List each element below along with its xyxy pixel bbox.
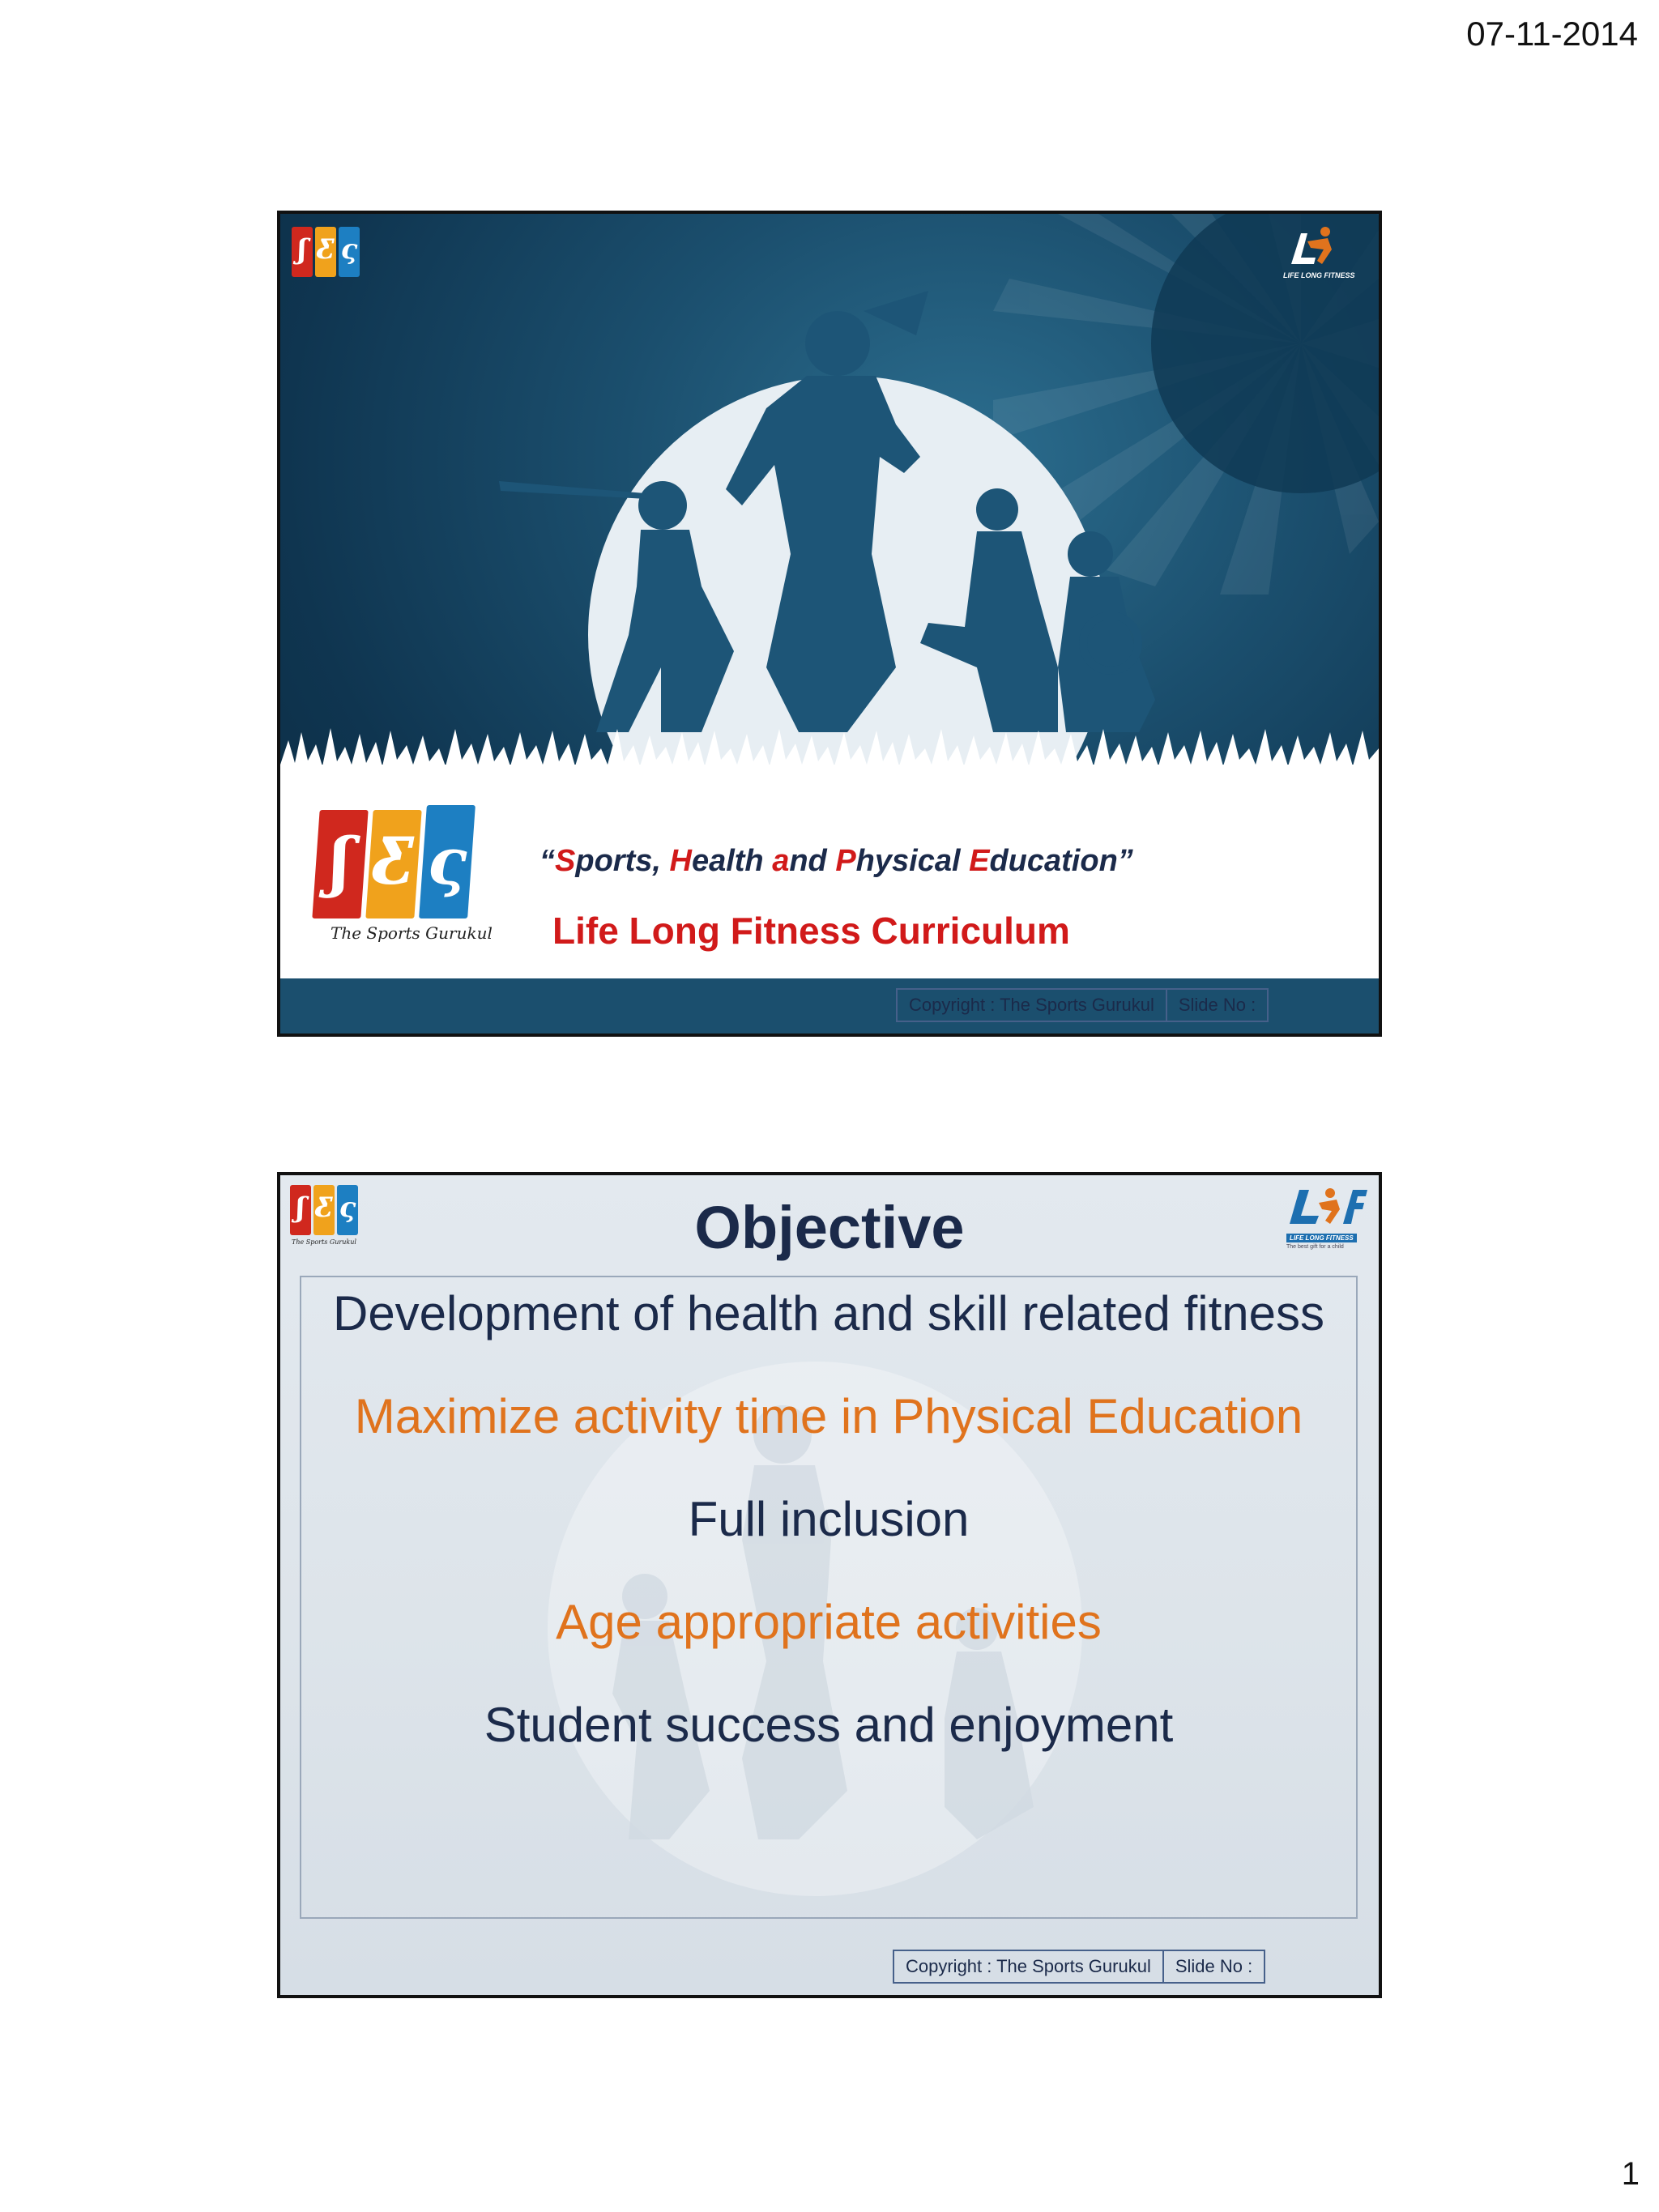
- tsg-logo: ʃ Ƹ ς The Sports Gurukul: [290, 1185, 358, 1253]
- slide-footer: [893, 1950, 1265, 1984]
- tsg-caption: The Sports Gurukul: [331, 923, 493, 943]
- grass-edge: [280, 724, 1382, 789]
- slide-footer: [896, 988, 1269, 1022]
- footer-slide-no: Slide No :: [1164, 1950, 1265, 1984]
- objective-item: Student success and enjoyment: [484, 1698, 1174, 1752]
- page-number: 1: [1621, 2156, 1640, 2192]
- objective-item: Full inclusion: [688, 1492, 970, 1546]
- l2f-caption: LIFE LONG FITNESS: [1283, 271, 1355, 279]
- objective-item: Maximize activity time in Physical Education: [354, 1389, 1303, 1443]
- objective-slide: [277, 1172, 1382, 1998]
- footer-copyright: Copyright : The Sports Gurukul: [893, 1950, 1164, 1984]
- tsg-logo-small: ʃ Ƹ ς: [292, 227, 360, 283]
- page-date: 07-11-2014: [1466, 15, 1638, 53]
- slide-subtitle: Life Long Fitness Curriculum: [552, 910, 1070, 952]
- slide-tagline: “Sports, Health and Physical Education”: [539, 844, 1133, 878]
- objective-item: Age appropriate activities: [556, 1595, 1102, 1649]
- l2f-caption: LIFE LONG FITNESS: [1286, 1234, 1357, 1242]
- title-slide: [277, 211, 1382, 1037]
- slide-title: Objective: [694, 1194, 965, 1261]
- runner-icon: [1283, 225, 1356, 266]
- l2f-logo-small: [1283, 225, 1356, 282]
- objective-list: [300, 1281, 1358, 1795]
- objective-item: Development of health and skill related fitness: [332, 1286, 1325, 1340]
- footer-slide-no: Slide No :: [1167, 988, 1269, 1022]
- tsg-caption: The Sports Gurukul: [292, 1238, 356, 1246]
- footer-copyright: Copyright : The Sports Gurukul: [896, 988, 1167, 1022]
- l2f-tagline: The best gift for a child: [1286, 1244, 1344, 1250]
- tsg-logo-large: ʃ Ƹ ς The Sports Gurukul: [316, 805, 475, 951]
